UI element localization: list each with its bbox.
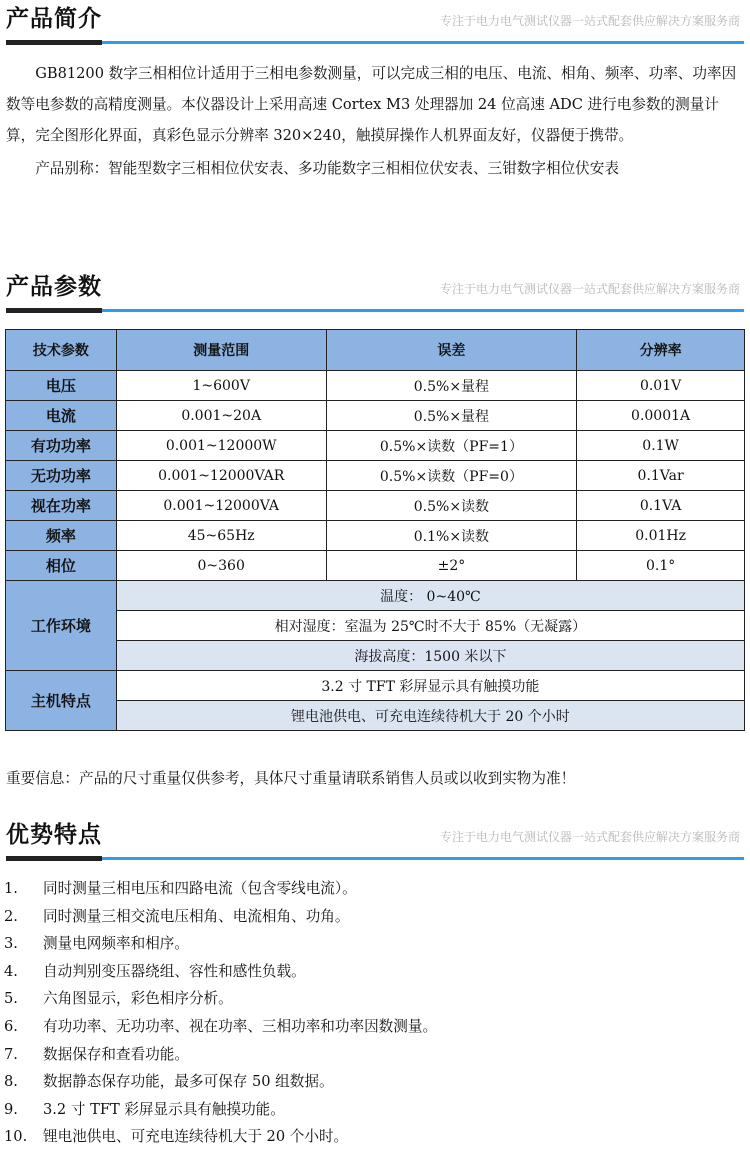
item-number: 4. bbox=[4, 962, 18, 980]
col-header: 测量范围 bbox=[116, 330, 326, 371]
section-slogan: 专注于电力电气测试仪器一站式配套供应解决方案服务商 bbox=[439, 282, 740, 296]
feature-item: 锂电池供电、可充电连续待机大于 20 个小时 bbox=[116, 701, 744, 731]
environment-row bbox=[6, 611, 745, 641]
environment-item: 相对湿度：室温为 25℃时不大于 85%（无凝露） bbox=[116, 611, 744, 641]
title-underline-dark bbox=[6, 308, 102, 313]
environment-row bbox=[6, 581, 745, 611]
spec-header-row bbox=[6, 330, 745, 371]
spec-row bbox=[6, 491, 745, 521]
item-text: 六角图显示，彩色相序分析。 bbox=[43, 990, 233, 1008]
list-item bbox=[4, 958, 744, 986]
item-number: 2. bbox=[4, 907, 18, 925]
item-number: 5. bbox=[4, 990, 18, 1008]
item-text: 有功功率、无功功率、视在功率、三相功率和功率因数测量。 bbox=[43, 1017, 438, 1035]
range-cell: 0.001~20A bbox=[116, 401, 326, 431]
list-item bbox=[4, 1013, 744, 1041]
error-cell: ±2° bbox=[326, 551, 577, 581]
item-number: 8. bbox=[4, 1073, 18, 1091]
list-item bbox=[4, 875, 744, 903]
item-text: 同时测量三相电压和四路电流（包含零线电流）。 bbox=[43, 880, 357, 897]
row-label: 电压 bbox=[6, 371, 117, 401]
intro-alias: 产品别称：智能型数字三相相位伏安表、多功能数字三相相位伏安表、三钳数字相位伏安表 bbox=[35, 160, 619, 177]
error-cell: 0.5%×量程 bbox=[326, 371, 577, 401]
list-item bbox=[4, 930, 744, 958]
range-cell: 0.001~12000W bbox=[116, 431, 326, 461]
item-text: 数据静态保存功能，最多可保存 50 组数据。 bbox=[43, 1073, 334, 1091]
spec-row bbox=[6, 461, 745, 491]
spec-row bbox=[6, 431, 745, 461]
resolution-cell: 0.01Hz bbox=[577, 521, 745, 551]
section-header-advantages bbox=[0, 818, 750, 868]
col-header: 技术参数 bbox=[6, 330, 117, 371]
col-header: 误差 bbox=[326, 330, 577, 371]
range-cell: 0.001~12000VAR bbox=[116, 461, 326, 491]
advantages-list bbox=[4, 875, 744, 1151]
spec-row bbox=[6, 551, 745, 581]
resolution-cell: 0.1° bbox=[577, 551, 745, 581]
title-underline-blue bbox=[102, 309, 744, 312]
item-text: 同时测量三相交流电压相角、电流相角、功角。 bbox=[43, 907, 350, 925]
title-underline-dark bbox=[6, 856, 102, 861]
list-item bbox=[4, 985, 744, 1013]
row-label: 频率 bbox=[6, 521, 117, 551]
resolution-cell: 0.1VA bbox=[577, 491, 745, 521]
list-item bbox=[4, 1123, 744, 1151]
title-underline-dark bbox=[6, 40, 102, 45]
col-header: 分辨率 bbox=[577, 330, 745, 371]
list-item bbox=[4, 1096, 744, 1124]
section-slogan: 专注于电力电气测试仪器一站式配套供应解决方案服务商 bbox=[439, 14, 740, 28]
environment-item: 温度： 0~40℃ bbox=[116, 581, 744, 611]
list-item bbox=[4, 1041, 744, 1069]
environment-item: 海拔高度：1500 米以下 bbox=[116, 641, 744, 671]
important-note: 重要信息：产品的尺寸重量仅供参考，具体尺寸重量请联系销售人员或以收到实物为准！ bbox=[6, 770, 576, 787]
section-slogan: 专注于电力电气测试仪器一站式配套供应解决方案服务商 bbox=[439, 830, 740, 844]
item-text: 测量电网频率和相序。 bbox=[43, 935, 189, 953]
intro-text bbox=[6, 58, 744, 184]
resolution-cell: 0.0001A bbox=[577, 401, 745, 431]
intro-paragraph: GB81200 数字三相相位计适用于三相电参数测量，可以完成三相的电压、电流、相角、频率、功率、功率因数等电参数的高精度测量。本仪器设计上采用高速 Cortex M3 处理器加 24 位高速 ADC 进行电参数的测量计算，完全图形化界面，真彩色显示分辨率 320×240，触摸屏操作人机界面友好，仪器便于携带。 bbox=[6, 65, 737, 144]
row-label: 相位 bbox=[6, 551, 117, 581]
range-cell: 0.001~12000VA bbox=[116, 491, 326, 521]
item-number: 3. bbox=[4, 935, 18, 953]
item-text: 自动判别变压器绕组、容性和感性负载。 bbox=[43, 962, 306, 980]
section-title: 优势特点 bbox=[6, 822, 102, 848]
section-header-intro bbox=[0, 2, 750, 52]
item-text: 锂电池供电、可充电连续待机大于 20 个小时。 bbox=[43, 1128, 349, 1146]
spec-row bbox=[6, 371, 745, 401]
features-row bbox=[6, 701, 745, 731]
row-label: 电流 bbox=[6, 401, 117, 431]
range-cell: 0~360 bbox=[116, 551, 326, 581]
title-underline-blue bbox=[102, 857, 744, 860]
spec-row bbox=[6, 521, 745, 551]
environment-label: 工作环境 bbox=[6, 581, 117, 671]
row-label: 视在功率 bbox=[6, 491, 117, 521]
error-cell: 0.5%×读数 bbox=[326, 491, 577, 521]
item-number: 9. bbox=[4, 1100, 18, 1118]
error-cell: 0.1%×读数 bbox=[326, 521, 577, 551]
environment-row bbox=[6, 641, 745, 671]
item-number: 1. bbox=[4, 880, 18, 897]
section-title: 产品简介 bbox=[6, 6, 102, 32]
item-number: 6. bbox=[4, 1017, 18, 1035]
item-number: 10. bbox=[4, 1128, 28, 1146]
feature-item: 3.2 寸 TFT 彩屏显示具有触摸功能 bbox=[116, 671, 744, 701]
section-title: 产品参数 bbox=[6, 274, 102, 300]
error-cell: 0.5%×量程 bbox=[326, 401, 577, 431]
list-item bbox=[4, 1068, 744, 1096]
features-row bbox=[6, 671, 745, 701]
error-cell: 0.5%×读数（PF=1） bbox=[326, 431, 577, 461]
row-label: 有功功率 bbox=[6, 431, 117, 461]
resolution-cell: 0.1Var bbox=[577, 461, 745, 491]
resolution-cell: 0.1W bbox=[577, 431, 745, 461]
range-cell: 45~65Hz bbox=[116, 521, 326, 551]
range-cell: 1~600V bbox=[116, 371, 326, 401]
row-label: 无功功率 bbox=[6, 461, 117, 491]
features-label: 主机特点 bbox=[6, 671, 117, 731]
item-text: 3.2 寸 TFT 彩屏显示具有触摸功能。 bbox=[43, 1100, 285, 1118]
item-number: 7. bbox=[4, 1045, 18, 1063]
spec-row bbox=[6, 401, 745, 431]
title-underline-blue bbox=[102, 41, 744, 44]
list-item bbox=[4, 903, 744, 931]
resolution-cell: 0.01V bbox=[577, 371, 745, 401]
section-header-params bbox=[0, 270, 750, 320]
spec-table bbox=[5, 329, 745, 731]
item-text: 数据保存和查看功能。 bbox=[43, 1045, 189, 1063]
error-cell: 0.5%×读数（PF=0） bbox=[326, 461, 577, 491]
